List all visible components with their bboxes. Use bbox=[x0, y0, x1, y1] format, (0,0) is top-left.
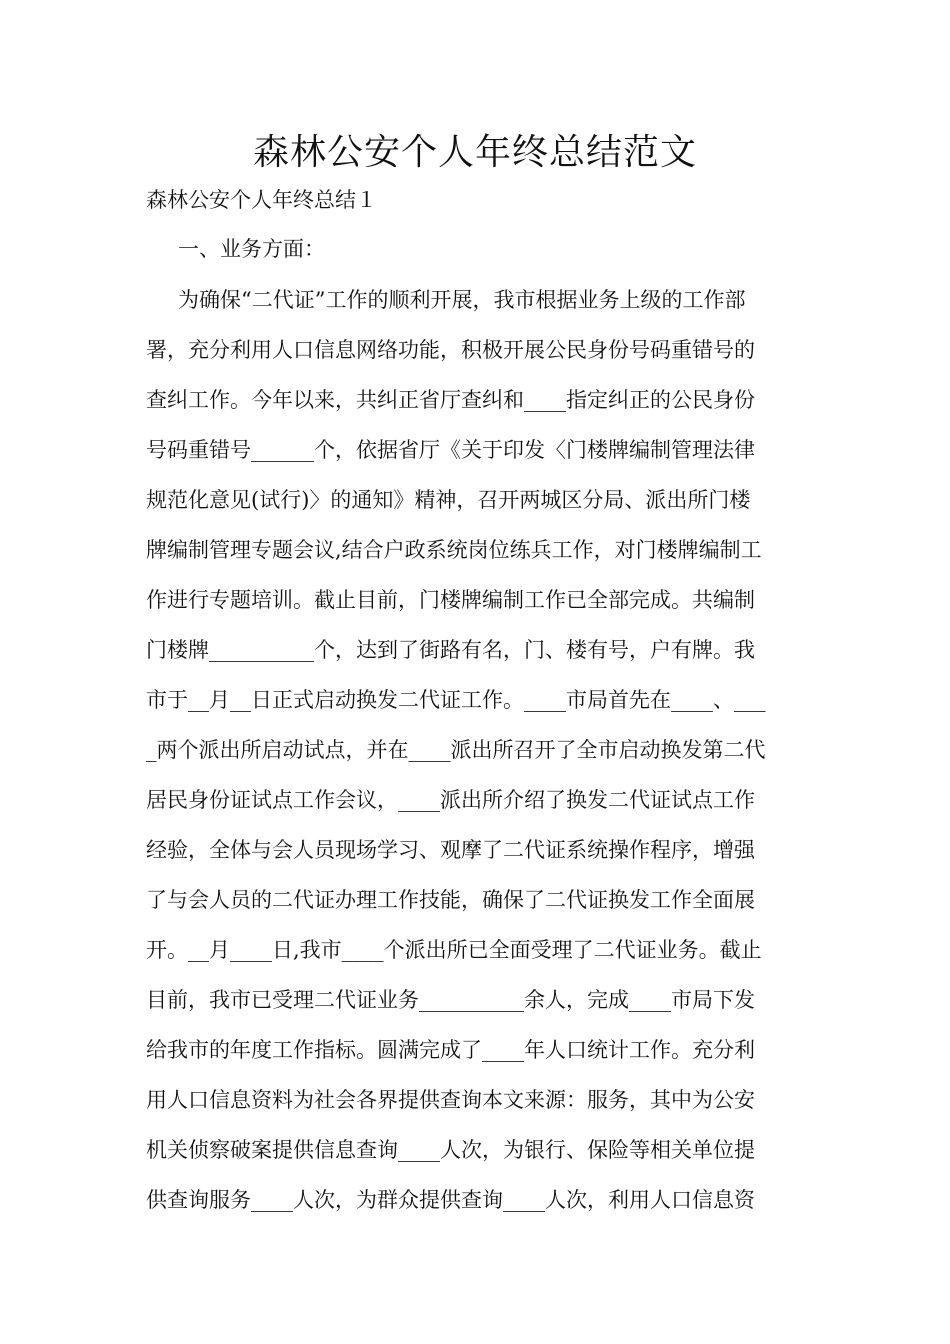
body-paragraph bbox=[146, 283, 806, 1233]
paragraph-line: 经验，全体与会人员现场学习、观摩了二代证系统操作程序，增强 bbox=[146, 838, 755, 862]
paragraph-line: 门楼牌__________个，达到了街路有名，门、楼有号，户有牌。我 bbox=[146, 638, 755, 662]
document-subtitle: 森林公安个人年终总结１ bbox=[146, 188, 377, 212]
paragraph-line: 牌编制管理专题会议,结合户政系统岗位练兵工作，对门楼牌编制工 bbox=[146, 538, 762, 562]
paragraph-line: 规范化意见(试行)〉的通知》精神，召开两城区分局、派出所门楼 bbox=[146, 488, 751, 512]
paragraph-line: 用人口信息资料为社会各界提供查询本文来源：服务，其中为公安 bbox=[146, 1088, 755, 1112]
paragraph-line: 了与会人员的二代证办理工作技能，确保了二代证换发工作全面展 bbox=[146, 888, 755, 912]
paragraph-line: 署，充分利用人口信息网络功能，积极开展公民身份号码重错号的 bbox=[146, 338, 755, 362]
paragraph-line: 机关侦察破案提供信息查询____人次，为银行、保险等相关单位提 bbox=[146, 1138, 755, 1162]
paragraph-line: 作进行专题培训。截止目前，门楼牌编制工作已全部完成。共编制 bbox=[146, 588, 755, 612]
paragraph-line: _两个派出所启动试点，并在____派出所召开了全市启动换发第二代 bbox=[146, 738, 766, 762]
paragraph-line: 供查询服务____人次，为群众提供查询____人次，利用人口信息资 bbox=[146, 1188, 755, 1212]
paragraph-line: 号码重错号______个，依据省厅《关于印发〈门楼牌编制管理法律 bbox=[146, 438, 755, 462]
section-heading: 一、业务方面： bbox=[178, 237, 325, 261]
paragraph-line: 目前，我市已受理二代证业务__________余人，完成____市局下发 bbox=[146, 988, 755, 1012]
paragraph-line: 查纠工作。今年以来，共纠正省厅查纠和____指定纠正的公民身份 bbox=[146, 388, 755, 412]
paragraph-line: 市于__月__日正式启动换发二代证工作。____市局首先在____、___ bbox=[146, 688, 766, 712]
paragraph-line: 居民身份证试点工作会议，____派出所介绍了换发二代证试点工作 bbox=[146, 788, 755, 812]
paragraph-line: 给我市的年度工作指标。圆满完成了____年人口统计工作。充分利 bbox=[146, 1038, 755, 1062]
document-title: 森林公安个人年终总结范文 bbox=[252, 132, 697, 173]
paragraph-line: 为确保“二代证”工作的顺利开展，我市根据业务上级的工作部 bbox=[178, 288, 746, 312]
paragraph-line: 开。__月____日,我市____个派出所已全面受理了二代证业务。截止 bbox=[146, 938, 762, 962]
